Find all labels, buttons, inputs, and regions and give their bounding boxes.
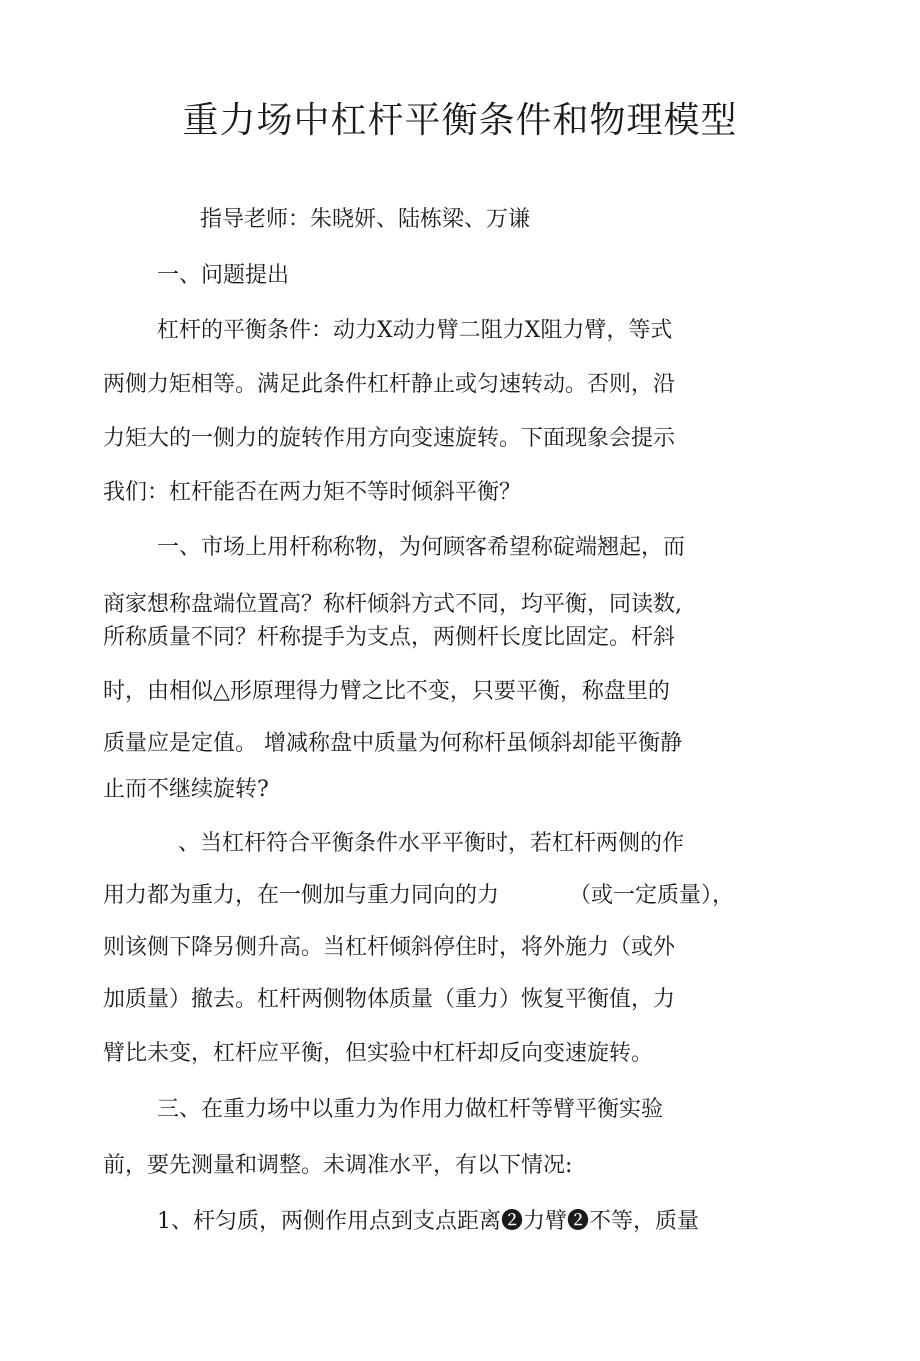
para3-line4: 加质量）撤去。杠杆两侧物体质量（重力）恢复平衡值，力 (103, 987, 676, 1012)
para2-line5: 质量应是定值。 增减称盘中质量为何称杆虽倾斜却能平衡静 (103, 731, 682, 756)
para2-line4: 时，由相似△形原理得力臂之比不变，只要平衡，称盘里的 (103, 679, 670, 704)
para3-line2-aside: （或一定质量）， (569, 883, 735, 908)
para2-line1: 一、市场上用杆称称物，为何顾客希望称碇端翘起，而 (157, 535, 686, 560)
advisor-line: 指导老师：朱晓妍、陆栋梁、万谦 (200, 207, 531, 232)
para2-line6: 止而不继续旋转? (103, 777, 269, 802)
para1-line4: 我们：杠杆能否在两力矩不等时倾斜平衡？ (103, 480, 522, 505)
item1-line1: 1、杆匀质，两侧作用点到支点距离❷力臂❷不等，质量 (157, 1209, 699, 1234)
para3-line1: 、当杠杆符合平衡条件水平平衡时，若杠杆两侧的作 (178, 831, 685, 856)
para2-line3: 所称质量不同？杆称提手为支点，两侧杆长度比固定。杆斜 (103, 625, 676, 650)
para1-line2: 两侧力矩相等。满足此条件杠杆静止或匀速转动。否则，沿 (103, 372, 676, 397)
para1-line3: 力矩大的一侧力的旋转作用方向变速旋转。下面现象会提示 (103, 426, 676, 451)
para4-line2: 前，要先测量和调整。未调准水平，有以下情况: (103, 1153, 573, 1178)
document-title: 重力场中杠杆平衡条件和物理模型 (182, 100, 738, 141)
section-heading-problem: 一、问题提出 (157, 263, 290, 288)
para2-line2: 商家想称盘端位置高？称杆倾斜方式不同，均平衡，同读数, (103, 592, 682, 617)
para4-line1: 三、在重力场中以重力为作用力做杠杆等臂平衡实验 (157, 1097, 664, 1122)
para3-line2-text: 用力都为重力，在一侧加与重力同向的力 (103, 883, 500, 908)
para3-line2 (103, 885, 734, 907)
para3-line5: 臂比未变，杠杆应平衡，但实验中杠杆却反向变速旋转。 (103, 1041, 654, 1066)
para3-line3: 则该侧下降另侧升高。当杠杆倾斜停住时，将外施力（或外 (103, 935, 676, 960)
para1-line1: 杠杆的平衡条件：动力X动力臂二阻力X阻力臂，等式 (157, 318, 673, 343)
